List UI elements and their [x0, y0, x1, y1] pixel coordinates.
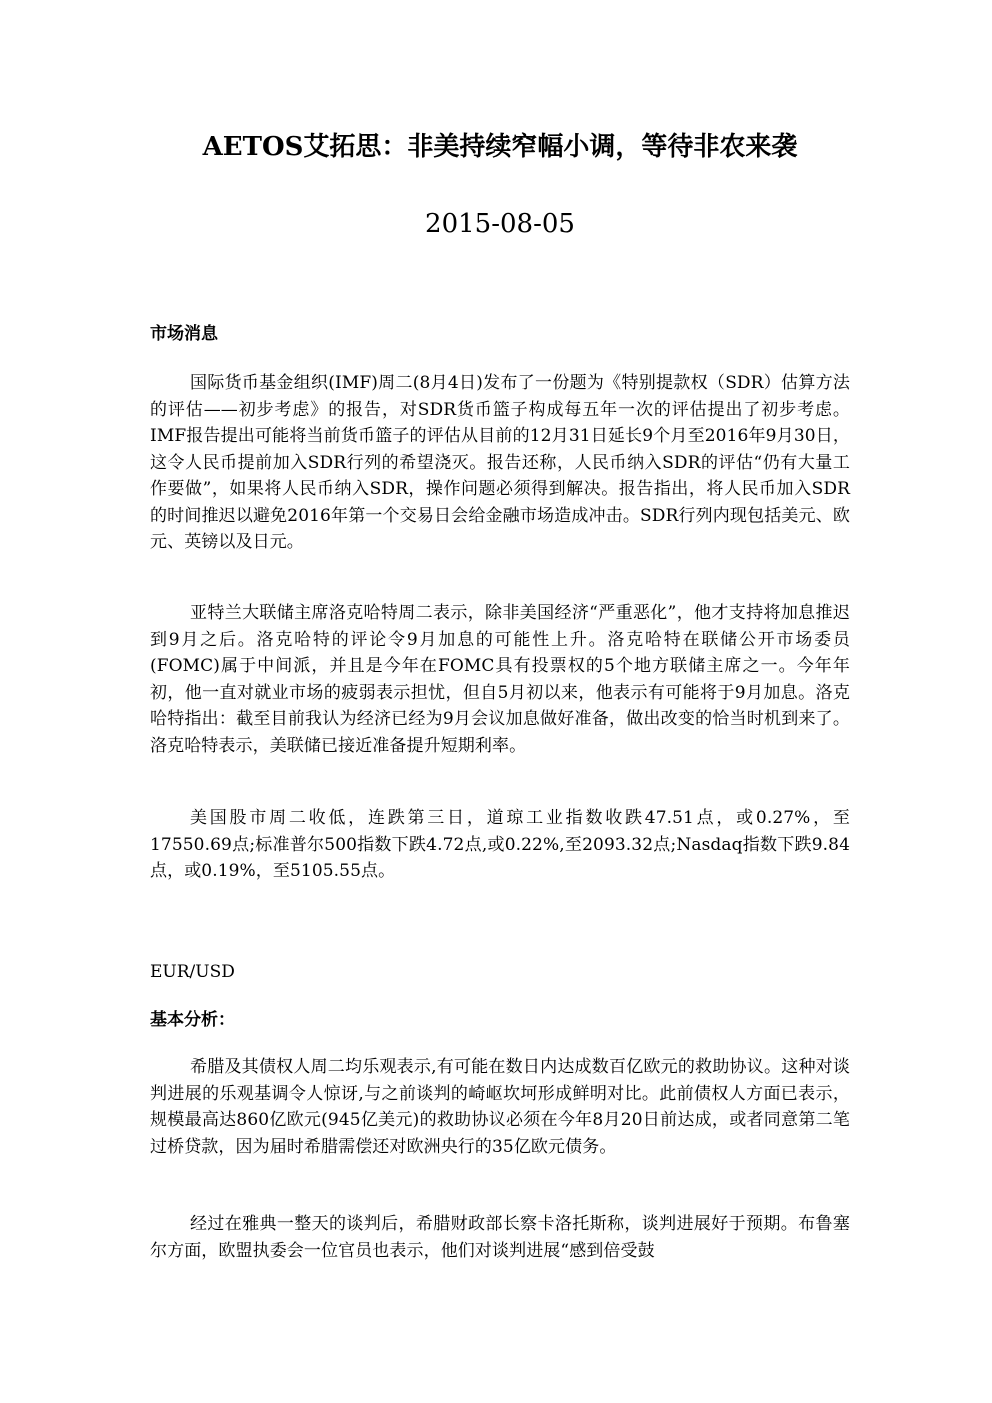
section-heading-market-news: 市场消息 — [150, 324, 218, 344]
paragraph-us-stocks: 美国股市周二收低，连跌第三日，道琼工业指数收跌47.51点，或0.27%，至17550.69点;标准普尔500指数下跌4.72点,或0.22%,至2093.32点;Nasdaq指数下跌9.84点，或0.19%，至5105.55点。 — [150, 808, 850, 881]
currency-pair-label: EUR/USD — [150, 962, 235, 982]
document-title: AETOS艾拓思：非美持续窄幅小调，等待非农来袭 — [202, 132, 798, 162]
paragraph-athens-talks: 经过在雅典一整天的谈判后，希腊财政部长察卡洛托斯称，谈判进展好于预期。布鲁塞尔方面，欧盟执委会一位官员也表示，他们对谈判进展“感到倍受鼓 — [150, 1214, 850, 1261]
paragraph-greece-bailout: 希腊及其债权人周二均乐观表示,有可能在数日内达成数百亿欧元的救助协议。这种对谈判进展的乐观基调令人惊讶,与之前谈判的崎岖坎坷形成鲜明对比。此前债权人方面已表示，规模最高达860亿欧元(945亿美元)的救助协议必须在今年8月20日前达成，或者同意第二笔过桥贷款，因为届时希腊需偿还对欧洲央行的35亿欧元债务。 — [150, 1057, 850, 1157]
paragraph-imf-sdr: 国际货币基金组织(IMF)周二(8月4日)发布了一份题为《特别提款权（SDR）估算方法的评估——初步考虑》的报告，对SDR货币篮子构成每五年一次的评估提出了初步考虑。IMF报告提出可能将当前货币篮子的评估从目前的12月31日延长9个月至2016年9月30日，这令人民币提前加入SDR行列的希望浇灭。报告还称，人民币纳入SDR的评估“仍有大量工作要做”，如果将人民币纳入SDR，操作问题必须得到解决。报告指出，将人民币加入SDR的时间推迟以避免2016年第一个交易日会给金融市场造成冲击。SDR行列内现包括美元、欧元、英镑以及日元。 — [150, 373, 850, 552]
document-date: 2015-08-05 — [425, 209, 575, 239]
section-heading-fundamental-analysis: 基本分析： — [150, 1010, 235, 1030]
paragraph-lockhart: 亚特兰大联储主席洛克哈特周二表示，除非美国经济“严重恶化”，他才支持将加息推迟到9月之后。洛克哈特的评论令9月加息的可能性上升。洛克哈特在联储公开市场委员(FOMC)属于中间派，并且是今年在FOMC具有投票权的5个地方联储主席之一。今年年初，他一直对就业市场的疲弱表示担忧，但自5月初以来，他表示有可能将于9月加息。洛克哈特指出：截至目前我认为经济已经为9月会议加息做好准备，做出改变的恰当时机到来了。洛克哈特表示，美联储已接近准备提升短期利率。 — [150, 603, 850, 756]
